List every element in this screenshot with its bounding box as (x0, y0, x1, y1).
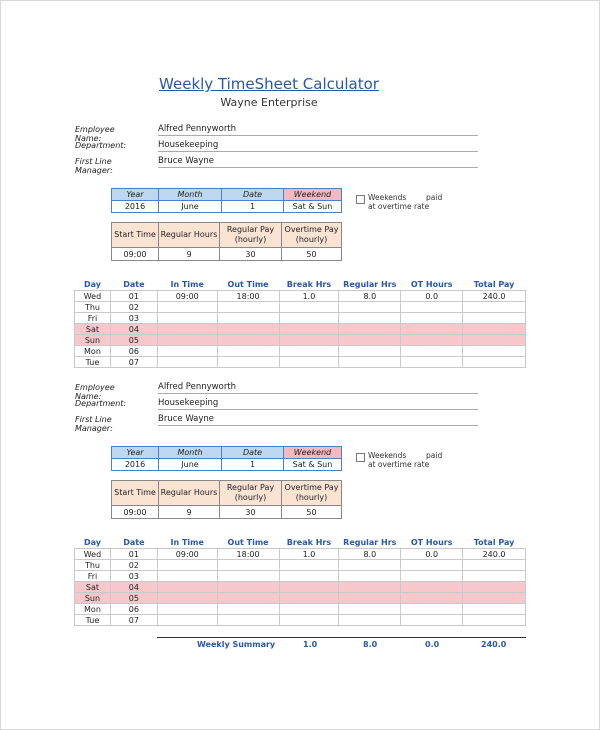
month-header: Month (159, 189, 222, 201)
weekend-header: Weekend (284, 189, 342, 201)
break-hrs-cell[interactable] (279, 560, 339, 571)
date-cell: 05 (110, 593, 157, 604)
day-cell: Thu (75, 560, 111, 571)
break-hrs-header: Break Hrs (286, 538, 332, 547)
date-cell: 06 (110, 346, 157, 357)
table-row (75, 313, 526, 324)
break-hrs-cell[interactable] (279, 335, 339, 346)
day-cell: Tue (75, 615, 111, 626)
regular-hours-cell[interactable]: 9 (159, 248, 220, 261)
day-cell: Wed (75, 291, 111, 302)
ot-hours-header: OT Hours (410, 538, 453, 547)
total-pay-cell[interactable]: 240.0 (463, 549, 526, 560)
summary-break-hrs: 1.0 (303, 640, 318, 649)
regular-hrs-cell[interactable] (339, 615, 401, 626)
weekly-summary-label: Weekly Summary (197, 640, 276, 649)
in-time-cell[interactable] (157, 560, 217, 571)
regular-hrs-cell[interactable] (339, 346, 401, 357)
ot-hours-cell[interactable] (401, 560, 463, 571)
date-cell: 05 (110, 335, 157, 346)
date-cell: 01 (110, 291, 157, 302)
department-label: Department: (75, 399, 127, 408)
ot-hours-header: OT Hours (410, 280, 453, 289)
regular-hrs-cell[interactable] (339, 604, 401, 615)
weekend-cell[interactable]: Sat & Sun (284, 201, 342, 213)
ot-hours-cell[interactable]: 0.0 (401, 291, 463, 302)
date-cell: 04 (110, 582, 157, 593)
total-pay-cell[interactable] (463, 582, 526, 593)
total-pay-cell[interactable] (463, 346, 526, 357)
regular-pay-header: Regular Pay (hourly) (220, 481, 282, 506)
year-cell[interactable]: 2016 (112, 201, 159, 213)
date-cell: 03 (110, 313, 157, 324)
table-row (75, 357, 526, 368)
weekly-summary-row (157, 637, 526, 652)
weekend-cell[interactable]: Sat & Sun (284, 459, 342, 471)
weekends-paid-text-2: paid (426, 193, 443, 202)
in-time-cell[interactable] (157, 357, 217, 368)
in-time-cell[interactable] (157, 593, 217, 604)
out-time-cell[interactable] (217, 571, 279, 582)
period-table (111, 446, 342, 471)
ot-hours-cell[interactable] (401, 313, 463, 324)
weekends-paid-checkbox[interactable] (356, 453, 365, 462)
start-time-header: Start Time (112, 223, 159, 248)
out-time-cell[interactable] (217, 357, 279, 368)
table-row (75, 560, 526, 571)
table-row (75, 571, 526, 582)
ot-hours-cell[interactable] (401, 302, 463, 313)
regular-hrs-cell[interactable] (339, 335, 401, 346)
overtime-pay-header: Overtime Pay (hourly) (282, 481, 342, 506)
year-header: Year (112, 189, 159, 201)
break-hrs-cell[interactable] (279, 313, 339, 324)
regular-hrs-cell[interactable] (339, 324, 401, 335)
day-cell: Tue (75, 357, 111, 368)
out-time-cell[interactable] (217, 346, 279, 357)
employee-name-label: Employee Name: (75, 125, 115, 143)
in-time-cell[interactable]: 09:00 (157, 549, 217, 560)
break-hrs-cell[interactable] (279, 357, 339, 368)
out-time-cell[interactable] (217, 324, 279, 335)
table-row (75, 346, 526, 357)
total-pay-cell[interactable]: 240.0 (463, 291, 526, 302)
regular-hrs-cell[interactable] (339, 357, 401, 368)
weekends-paid-text: Weekends (368, 193, 407, 202)
overtime-pay-cell[interactable]: 50 (282, 506, 342, 519)
day-cell: Thu (75, 302, 111, 313)
day-cell: Sat (75, 582, 111, 593)
year-cell[interactable]: 2016 (112, 459, 159, 471)
break-hrs-cell[interactable] (279, 324, 339, 335)
break-hrs-cell[interactable] (279, 302, 339, 313)
date-cell: 02 (110, 302, 157, 313)
rates-table (111, 480, 342, 519)
start-time-cell[interactable]: 09:00 (112, 506, 159, 519)
day-cell: Sat (75, 324, 111, 335)
out-time-cell[interactable] (217, 302, 279, 313)
date-cell: 02 (110, 560, 157, 571)
out-time-cell[interactable] (217, 560, 279, 571)
summary-ot-hours: 0.0 (425, 640, 440, 649)
table-row (75, 593, 526, 604)
out-time-cell[interactable] (217, 615, 279, 626)
total-pay-cell[interactable] (463, 593, 526, 604)
regular-hrs-header: Regular Hrs (343, 280, 397, 289)
in-time-cell[interactable] (157, 604, 217, 615)
regular-hrs-cell[interactable] (339, 582, 401, 593)
company-name: Wayne Enterprise (220, 96, 318, 109)
regular-hrs-cell[interactable]: 8.0 (339, 291, 401, 302)
ot-hours-cell[interactable] (401, 357, 463, 368)
date-header: Date (222, 447, 284, 459)
employee-name-field[interactable]: Alfred Pennyworth (158, 123, 478, 136)
out-time-cell[interactable]: 18:00 (217, 549, 279, 560)
total-pay-header: Total Pay (473, 280, 515, 289)
break-hrs-header: Break Hrs (286, 280, 332, 289)
break-hrs-cell[interactable] (279, 615, 339, 626)
ot-hours-cell[interactable] (401, 582, 463, 593)
regular-hours-header: Regular Hours (159, 223, 220, 248)
year-header: Year (112, 447, 159, 459)
total-pay-cell[interactable] (463, 560, 526, 571)
start-time-cell[interactable]: 09:00 (112, 248, 159, 261)
date-cell[interactable]: 1 (222, 201, 284, 213)
in-time-cell[interactable] (157, 615, 217, 626)
out-time-cell[interactable] (217, 604, 279, 615)
date-cell: 03 (110, 571, 157, 582)
total-pay-cell[interactable] (463, 302, 526, 313)
day-header: Day (83, 280, 101, 289)
date-header: Date (123, 280, 145, 289)
table-row (75, 302, 526, 313)
regular-hrs-cell[interactable] (339, 593, 401, 604)
in-time-cell[interactable] (157, 335, 217, 346)
date-cell: 06 (110, 604, 157, 615)
summary-total-pay: 240.0 (481, 640, 507, 649)
break-hrs-cell[interactable]: 1.0 (279, 549, 339, 560)
total-pay-cell[interactable] (463, 571, 526, 582)
regular-hrs-cell[interactable]: 8.0 (339, 549, 401, 560)
in-time-cell[interactable] (157, 302, 217, 313)
in-time-header: In Time (170, 280, 204, 289)
total-pay-cell[interactable] (463, 604, 526, 615)
regular-hrs-cell[interactable] (339, 302, 401, 313)
table-row (75, 291, 526, 302)
date-cell: 01 (110, 549, 157, 560)
out-time-cell[interactable] (217, 335, 279, 346)
total-pay-cell[interactable] (463, 313, 526, 324)
out-time-cell[interactable] (217, 582, 279, 593)
ot-hours-cell[interactable] (401, 324, 463, 335)
break-hrs-cell[interactable] (279, 593, 339, 604)
ot-hours-cell[interactable] (401, 571, 463, 582)
manager-label: First Line Manager: (75, 157, 113, 175)
regular-pay-header: Regular Pay (hourly) (220, 223, 282, 248)
date-cell: 04 (110, 324, 157, 335)
ot-hours-cell[interactable]: 0.0 (401, 549, 463, 560)
regular-hours-header: Regular Hours (159, 481, 220, 506)
department-field[interactable]: Housekeeping (158, 139, 478, 152)
table-row (75, 324, 526, 335)
department-field[interactable]: Housekeeping (158, 397, 478, 410)
out-time-cell[interactable] (217, 593, 279, 604)
total-pay-cell[interactable] (463, 357, 526, 368)
start-time-header: Start Time (112, 481, 159, 506)
total-pay-cell[interactable] (463, 335, 526, 346)
in-time-cell[interactable] (157, 571, 217, 582)
out-time-header: Out Time (227, 280, 269, 289)
table-row (75, 604, 526, 615)
in-time-cell[interactable]: 09:00 (157, 291, 217, 302)
date-header: Date (123, 538, 145, 547)
total-pay-cell[interactable] (463, 324, 526, 335)
out-time-header: Out Time (227, 538, 269, 547)
daily-hours-table (74, 537, 526, 626)
manager-field[interactable]: Bruce Wayne (158, 155, 478, 168)
regular-pay-cell[interactable]: 30 (220, 248, 282, 261)
employee-name-field[interactable]: Alfred Pennyworth (158, 381, 478, 394)
ot-hours-cell[interactable] (401, 593, 463, 604)
break-hrs-cell[interactable] (279, 571, 339, 582)
rates-table (111, 222, 342, 261)
date-cell: 07 (110, 357, 157, 368)
regular-hrs-cell[interactable] (339, 560, 401, 571)
day-header: Day (83, 538, 101, 547)
in-time-cell[interactable] (157, 346, 217, 357)
employee-name-label: Employee Name: (75, 383, 115, 401)
ot-hours-cell[interactable] (401, 615, 463, 626)
weekends-paid-text-3: at overtime rate (368, 202, 430, 211)
manager-field[interactable]: Bruce Wayne (158, 413, 478, 426)
daily-hours-table (74, 279, 526, 368)
break-hrs-cell[interactable] (279, 604, 339, 615)
day-cell: Wed (75, 549, 111, 560)
break-hrs-cell[interactable]: 1.0 (279, 291, 339, 302)
day-cell: Sun (75, 335, 111, 346)
table-row (75, 615, 526, 626)
table-row (75, 582, 526, 593)
day-cell: Mon (75, 346, 111, 357)
total-pay-header: Total Pay (473, 538, 515, 547)
break-hrs-cell[interactable] (279, 346, 339, 357)
page-title: Weekly TimeSheet Calculator (159, 75, 379, 93)
regular-pay-cell[interactable]: 30 (220, 506, 282, 519)
weekends-paid-text-3: at overtime rate (368, 460, 430, 469)
date-cell: 07 (110, 615, 157, 626)
table-row (75, 549, 526, 560)
weekends-paid-checkbox[interactable] (356, 195, 365, 204)
regular-hrs-cell[interactable] (339, 571, 401, 582)
overtime-pay-cell[interactable]: 50 (282, 248, 342, 261)
regular-hours-cell[interactable]: 9 (159, 506, 220, 519)
month-cell[interactable]: June (159, 459, 222, 471)
out-time-cell[interactable] (217, 313, 279, 324)
total-pay-cell[interactable] (463, 615, 526, 626)
table-row (75, 335, 526, 346)
date-cell[interactable]: 1 (222, 459, 284, 471)
regular-hrs-header: Regular Hrs (343, 538, 397, 547)
day-cell: Sun (75, 593, 111, 604)
department-label: Department: (75, 141, 127, 150)
month-header: Month (159, 447, 222, 459)
weekends-paid-text-2: paid (426, 451, 443, 460)
day-cell: Fri (75, 313, 111, 324)
day-cell: Mon (75, 604, 111, 615)
day-cell: Fri (75, 571, 111, 582)
out-time-cell[interactable]: 18:00 (217, 291, 279, 302)
ot-hours-cell[interactable] (401, 604, 463, 615)
in-time-cell[interactable] (157, 324, 217, 335)
in-time-cell[interactable] (157, 313, 217, 324)
in-time-cell[interactable] (157, 582, 217, 593)
ot-hours-cell[interactable] (401, 335, 463, 346)
overtime-pay-header: Overtime Pay (hourly) (282, 223, 342, 248)
month-cell[interactable]: June (159, 201, 222, 213)
date-header: Date (222, 189, 284, 201)
summary-regular-hrs: 8.0 (363, 640, 378, 649)
break-hrs-cell[interactable] (279, 582, 339, 593)
weekend-header: Weekend (284, 447, 342, 459)
in-time-header: In Time (170, 538, 204, 547)
weekends-paid-text: Weekends (368, 451, 407, 460)
manager-label: First Line Manager: (75, 415, 113, 433)
period-table (111, 188, 342, 213)
ot-hours-cell[interactable] (401, 346, 463, 357)
regular-hrs-cell[interactable] (339, 313, 401, 324)
